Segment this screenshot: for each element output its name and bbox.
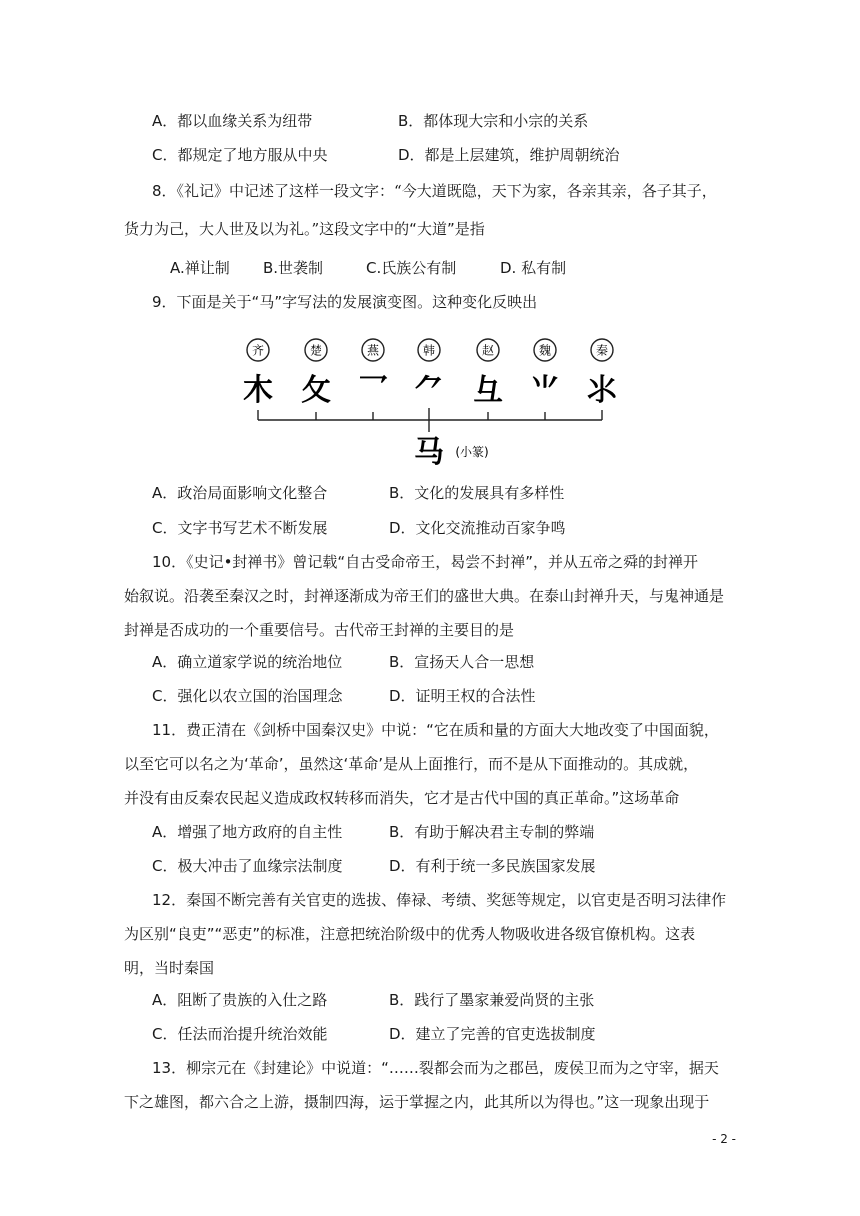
q7-option-b: B．都体现大宗和小宗的关系 bbox=[398, 112, 589, 130]
q8-quote-part1: “今大道既隐，天下为家，各亲其亲，各子其子， bbox=[394, 182, 717, 200]
q13-stem-line1: 13．柳宗元在《封建论》中说道：“……裂都会而为之郡邑，废侯卫而为之守宰，据天 bbox=[152, 1059, 719, 1077]
q12-stem-line1: 12．秦国不断完善有关官吏的选拔、俸禄、考绩、奖惩等规定，以官吏是否明习法律作 bbox=[152, 891, 727, 909]
convergence-bracket bbox=[258, 408, 602, 432]
q9-option-c: C．文字书写艺术不断发展 bbox=[152, 519, 328, 537]
q8-option-d: D. 私有制 bbox=[500, 259, 567, 277]
q11-stem-line1: 11．费正清在《剑桥中国秦汉史》中说：“它在质和量的方面大大地改变了中国面貌， bbox=[152, 721, 719, 739]
state-seal-qi bbox=[247, 339, 269, 361]
state-label-yan: 燕 bbox=[366, 343, 380, 358]
q11-option-b: B．有助于解决君主专制的弊端 bbox=[389, 823, 595, 841]
q11-option-a: A．增强了地方政府的自主性 bbox=[152, 823, 343, 841]
q12-stem-line2: 为区别“良吏”“恶吏”的标准，注意把统治阶级中的优秀人物吸收进各级官僚机构。这表 bbox=[124, 925, 696, 943]
glyph-han: ⺈ bbox=[414, 373, 444, 408]
q9-option-d: D．文化交流推动百家争鸣 bbox=[389, 519, 566, 537]
glyph-zhao: ⺔ bbox=[473, 373, 503, 408]
q12-option-a: A．阻断了贵族的入仕之路 bbox=[152, 991, 328, 1009]
state-label-qin: 秦 bbox=[595, 343, 609, 358]
q12-option-b: B．践行了墨家兼爱尚贤的主张 bbox=[389, 991, 595, 1009]
q10-stem-line1: 10．《史记•封禅书》曾记载“自古受命帝王，曷尝不封禅”，并从五帝之舜的封禅开 bbox=[152, 553, 698, 571]
state-seal-wei bbox=[534, 339, 556, 361]
page-number: - 2 - bbox=[712, 1132, 736, 1146]
state-seal-chu bbox=[305, 339, 327, 361]
state-label-chu: 楚 bbox=[309, 343, 323, 358]
q9-stem: 9．下面是关于“马”字写法的发展演变图。这种变化反映出 bbox=[152, 293, 538, 311]
horse-character-evolution-svg bbox=[236, 336, 626, 468]
q9-option-a: A．政治局面影响文化整合 bbox=[152, 484, 328, 502]
small-seal-label: (小篆) bbox=[455, 445, 489, 459]
q10-stem-line2: 始叙说。沿袭至秦汉之时，封禅逐渐成为帝王们的盛世大典。在泰山封禅升天，与鬼神通是 bbox=[124, 587, 725, 605]
glyph-yan: ⺂ bbox=[358, 373, 388, 408]
glyph-wei: ⺌ bbox=[530, 373, 560, 408]
q7-option-c: C．都规定了地方服从中央 bbox=[152, 146, 328, 164]
q12-option-c: C．任法而治提升统治效能 bbox=[152, 1025, 328, 1043]
glyph-small-seal: ⻢ bbox=[414, 435, 444, 468]
q11-stem-line3: 并没有由反秦农民起义造成政权转移而消失，它才是古代中国的真正革命。”这场革命 bbox=[124, 789, 680, 807]
state-label-zhao: 赵 bbox=[481, 343, 495, 358]
q7-option-a: A．都以血缘关系为纽带 bbox=[152, 112, 313, 130]
q8-stem-suffix: 这段文字中的“大道”是指 bbox=[319, 220, 485, 238]
q10-option-c: C．强化以农立国的治国理念 bbox=[152, 687, 343, 705]
q8-stem-prefix: 8．《礼记》中记述了这样一段文字： bbox=[152, 182, 395, 200]
q8-stem-line1 bbox=[152, 181, 717, 201]
horse-character-evolution-figure bbox=[236, 336, 626, 468]
q10-option-d: D．证明王权的合法性 bbox=[389, 687, 536, 705]
q13-stem-line2: 下之雄图，都六合之上游，摄制四海，运于掌握之内，此其所以为得也。”这一现象出现于 bbox=[124, 1093, 710, 1111]
state-seal-zhao bbox=[477, 339, 499, 361]
state-label-qi: 齐 bbox=[251, 343, 265, 358]
glyph-qin: ⺢ bbox=[587, 373, 617, 408]
q8-option-c: C.氏族公有制 bbox=[366, 259, 457, 277]
q12-stem-line3: 明，当时秦国 bbox=[124, 959, 215, 977]
q10-stem-line3: 封禅是否成功的一个重要信号。古代帝王封禅的主要目的是 bbox=[124, 621, 515, 639]
q10-option-b: B．宣扬天人合一思想 bbox=[389, 653, 535, 671]
q8-stem-line2 bbox=[124, 219, 485, 239]
q8-option-b: B.世袭制 bbox=[263, 259, 324, 277]
q10-option-a: A．确立道家学说的统治地位 bbox=[152, 653, 343, 671]
glyph-qi: ⽊ bbox=[243, 373, 273, 408]
state-seal-yan bbox=[362, 339, 384, 361]
glyph-chu: ⺙ bbox=[301, 373, 331, 408]
state-label-wei: 魏 bbox=[538, 343, 552, 358]
q11-option-d: D．有利于统一多民族国家发展 bbox=[389, 857, 596, 875]
q8-quote-part2: 货力为己，大人世及以为礼。” bbox=[124, 220, 320, 238]
state-seal-qin bbox=[591, 339, 613, 361]
q9-option-b: B．文化的发展具有多样性 bbox=[389, 484, 565, 502]
q7-option-d: D．都是上层建筑，维护周朝统治 bbox=[398, 146, 620, 164]
q8-option-a: A.禅让制 bbox=[170, 259, 230, 277]
state-seal-han bbox=[418, 339, 440, 361]
q12-option-d: D．建立了完善的官吏选拔制度 bbox=[389, 1025, 596, 1043]
q11-option-c: C．极大冲击了血缘宗法制度 bbox=[152, 857, 343, 875]
q11-stem-line2: 以至它可以名之为‘革命’，虽然这‘革命’是从上面推行，而不是从下面推动的。其成就， bbox=[124, 755, 699, 773]
state-label-han: 韩 bbox=[422, 343, 436, 358]
